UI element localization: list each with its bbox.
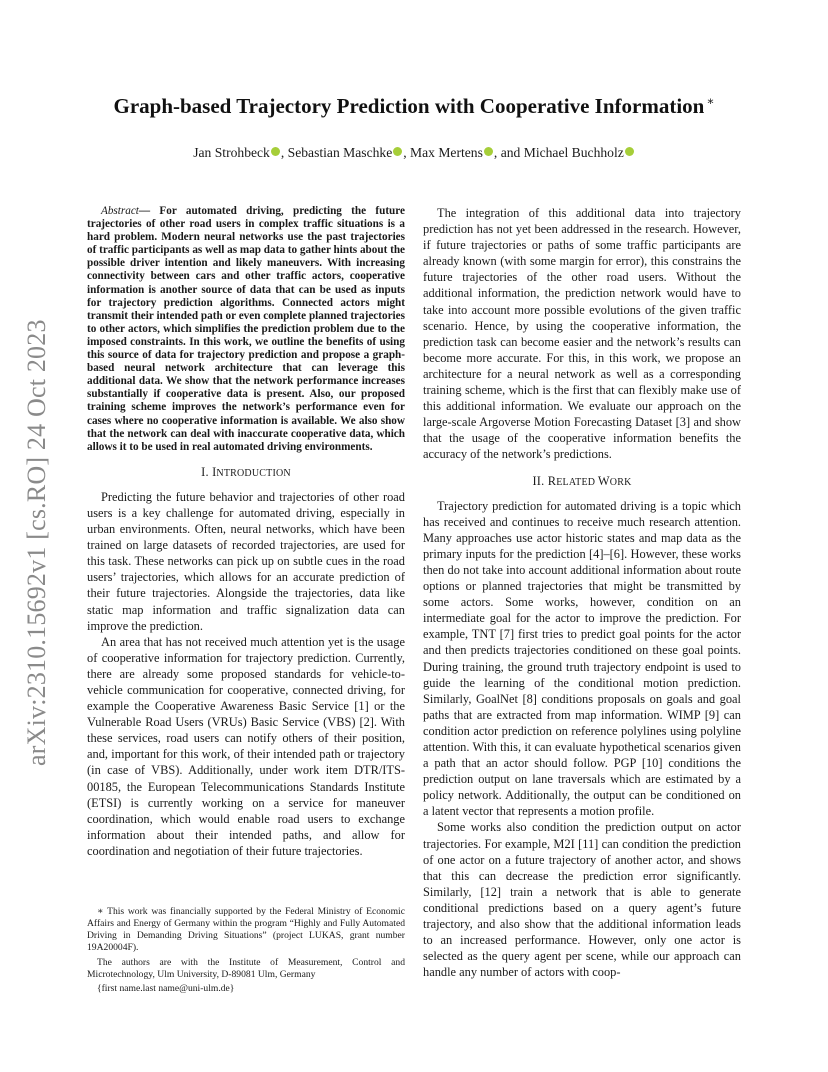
related-work-paragraph-2: Some works also condition the prediction output on actor trajectories. For example, M2I [11] can condition the prediction of one actor on a future trajectory of another actor, and shows that this can decrease the prediction error significantly. Similarly, [12] train a network that is able to generate conditional predictions based on a query agent’s future trajectory, and also show that the additional information leads to an increased performance. However, only one actor is selected as the query agent per scene, while our approach can handle any number of actors with coop- xyxy=(423,820,741,980)
author-name: Michael Buchholz xyxy=(523,145,624,160)
abstract-label: Abstract xyxy=(101,205,139,217)
paper-title xyxy=(60,94,768,119)
right-column xyxy=(423,205,741,980)
section-number: I. xyxy=(201,464,213,479)
related-work-paragraph-1: Trajectory prediction for automated driving is a topic which has received and continues to receive much research attention. Many approaches use actor historic states and map data as the primary inputs for the prediction [4]–[6]. However, these works then do not take into account additional information about route options or planned trajectories that might be transmitted by some actors. Some works, however, condition on an intermediate goal for the actor to improve the prediction. For example, TNT [7] first tries to predict goal points for the actor and then predicts trajectories conditioned on these goal points. During training, the ground truth trajectory endpoint is used to guide the learning of the conditional motion prediction. Similarly, GoalNet [8] conditions proposals on goals and goal paths that are extracted from map information. WIMP [9] can condition actor prediction on reference polylines using polyline attention. With this, it can evaluate hypothetical scenarios given a path that an actor should follow. PGP [10] conditions the prediction output on lane traversals which are estimated by a policy network. Additionally, the output can be conditioned on a latent vector that represents a motion profile. xyxy=(423,498,741,819)
paper-title-text: Graph-based Trajectory Prediction with Cooperative Information xyxy=(113,94,705,118)
abstract-dash: — xyxy=(138,205,160,217)
abstract-body: For automated driving, predicting the future trajectories of other road users in complex traffic situations is a hard problem. Modern neural networks use the past trajectories of traffic participants as well as map data to gather hints about the possible driver intention and likely maneuvers. With increasing connectivity between cars and other traffic actors, cooperative information is another source of data that can be used as inputs for trajectory prediction algorithms. Connected actors might transmit their intended path or even complete planned trajectories to other actors, which simplifies the prediction problem due to the imposed constraints. In this work, we outline the benefits of using this source of data for trajectory prediction and propose a graph-based neural network architecture that can leverage this additional data. We show that the network performance increases substantially if cooperative data is present. Also, our proposed training scheme improves the network’s performance even for cases where no cooperative information is available. We also show that the network can deal with inaccurate cooperative data, which allows it to be used in real automated driving environments. xyxy=(87,205,406,453)
orcid-icon[interactable] xyxy=(625,147,634,156)
author-name: Sebastian Maschke xyxy=(287,145,393,160)
section-heading-related-work xyxy=(423,473,741,491)
section-initial: I xyxy=(212,464,217,479)
footnotes xyxy=(87,906,405,998)
section-heading-introduction xyxy=(87,464,405,482)
intro-paragraph-1: Predicting the future behavior and trajectories of other road users is a key challenge for automated driving, especially in urban environments. Often, neural networks, which have been trained on large datasets of recorded trajectories, are used for this task. These networks can pick up on subtle cues in the road users’ trajectories, which allows for an accurate prediction of their future trajectories. Alongside the trajectories, data like static map information and traffic signalization data can improve the prediction. xyxy=(87,489,405,633)
author-separator: , xyxy=(403,145,411,160)
section-initial: R xyxy=(547,473,557,488)
orcid-icon[interactable] xyxy=(484,147,493,156)
intro-paragraph-2: An area that has not received much attention yet is the usage of cooperative information for trajectory prediction. Currently, there are already some proposed standards for vehicle-to-vehicle communication for cooperative, connected driving, for example the Cooperative Awareness Basic Service [1] or the Vulnerable Road Users (VRUs) Basic Service (VBS) [2]. With these services, road users can notify others of their position, and, important for this work, of their intended path or trajectory (in case of VBS). Additionally, under work item DTR/ITS-00185, the European Telecommunications Standards Institute (ETSI) is currently working on a service for maneuver coordination, which would enable road users to exchange information about their intended paths, and allow for coordination and negotiation of their future trajectories. xyxy=(87,634,405,858)
author-name: Jan Strohbeck xyxy=(193,145,270,160)
section-title-rest: NTRODUCTION xyxy=(216,467,291,479)
author-separator: , xyxy=(280,145,288,160)
affiliation-footnote: The authors are with the Institute of Measurement, Control and Microtechnology, Ulm University, D-89081 Ulm, Germany xyxy=(87,956,405,980)
orcid-icon[interactable] xyxy=(393,147,402,156)
author-name: Max Mertens xyxy=(410,145,483,160)
section-number: II. xyxy=(532,473,548,488)
abstract xyxy=(87,205,405,454)
section-title-rest: ORK xyxy=(609,476,632,488)
arxiv-identifier-stamp: arXiv:2310.15692v1 [cs.RO] 24 Oct 2023 xyxy=(22,319,51,766)
title-footnote-mark: ∗ xyxy=(706,94,715,108)
email-footnote: {first name.last name@uni-ulm.de} xyxy=(97,983,235,995)
author-list xyxy=(60,145,768,161)
intro-paragraph-3: The integration of this additional data into trajectory prediction has not yet been addressed in the research. However, if future trajectories or paths of some traffic participants are already known (with some margin for error), this constrains the future trajectories of the other road users. Without the additional information, the prediction network would have to take into account more possible evolutions of the given traffic scenario. Hence, by using the cooperative information, the prediction task can become easier and the network’s results can become more accurate. For this, in this work, we propose an architecture for a neural network as well as a corresponding training scheme, which is the first that can flexibly make use of this additional information. We evaluate our approach on the large-scale Argoverse Motion Forecasting Dataset [3] and show that the usage of the cooperative information benefits the accuracy of the network’s predictions. xyxy=(423,206,741,462)
section-title-rest: ELATED xyxy=(556,476,598,488)
section-initial: W xyxy=(597,473,610,488)
left-column xyxy=(87,205,405,859)
author-separator: , and xyxy=(493,145,524,160)
funding-footnote: ∗ This work was financially supported by the Federal Ministry of Economic Affairs and Energy of Germany within the program “Highly and Fully Automated Driving in Demanding Driving Situations” (project LUKAS, grant number 19A20004F). xyxy=(87,906,405,953)
orcid-icon[interactable] xyxy=(271,147,280,156)
